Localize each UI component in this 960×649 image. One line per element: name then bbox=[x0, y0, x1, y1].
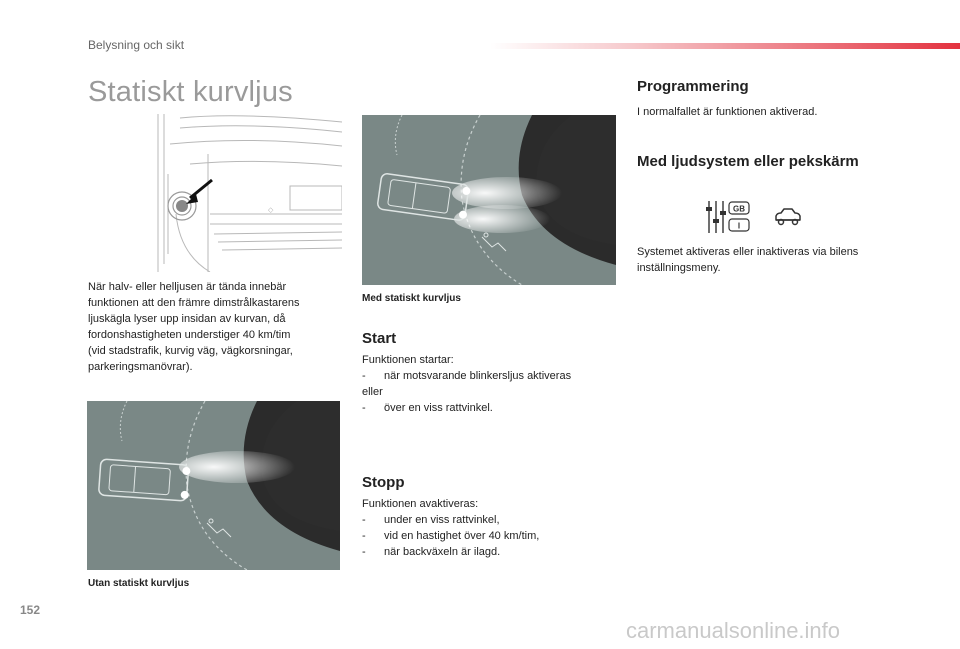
page-number: 152 bbox=[20, 603, 41, 617]
list-item: - över en viss rattvinkel. bbox=[362, 402, 493, 414]
watermark: carmanualsonline.info bbox=[626, 618, 841, 643]
settings-icons bbox=[705, 199, 805, 235]
section-header: Belysning och sikt bbox=[88, 38, 185, 52]
stop-list bbox=[362, 512, 612, 560]
start-list-1 bbox=[362, 368, 612, 384]
caption-without-cornering-light: Utan statiskt kurvljus bbox=[88, 578, 190, 589]
bumper-foglamp-illustration bbox=[150, 114, 342, 272]
svg-text:GB: GB bbox=[733, 204, 745, 214]
programming-heading: Programmering bbox=[637, 78, 749, 95]
illustration-with-cornering-light bbox=[362, 115, 616, 285]
illustration-without-cornering-light bbox=[87, 401, 340, 570]
start-body bbox=[362, 352, 612, 416]
list-item: - vid en hastighet över 40 km/tim, bbox=[362, 530, 540, 542]
intro-paragraph: När halv- eller helljusen är tända innebär funktionen att den främre dimstrålkastarens ljuskägla lyser upp insidan av kurvan, då fordonshastigheten understiger 40 km/tim (vid stadstrafik, kurvig väg, vägkorsningar, parkeringsmanövrar). bbox=[88, 281, 300, 373]
caption-with-cornering-light: Med statiskt kurvljus bbox=[362, 293, 461, 304]
audio-system-text: Systemet aktiveras eller inaktiveras via bilens inställningsmeny. bbox=[637, 246, 859, 274]
page-title: Statiskt kurvljus bbox=[88, 76, 293, 108]
svg-text:I: I bbox=[737, 221, 741, 231]
stop-intro: Funktionen avaktiveras: bbox=[362, 498, 479, 510]
header-accent-bar bbox=[490, 43, 960, 49]
stop-body bbox=[362, 496, 612, 560]
car-settings-icon bbox=[773, 207, 803, 227]
list-item: - när motsvarande blinkersljus aktiveras bbox=[362, 370, 572, 382]
list-item: - under en viss rattvinkel, bbox=[362, 514, 500, 526]
settings-sliders-icon bbox=[705, 199, 751, 235]
svg-text:◇: ◇ bbox=[268, 207, 274, 214]
start-list-2 bbox=[362, 400, 612, 416]
start-heading: Start bbox=[362, 330, 397, 347]
start-separator: eller bbox=[362, 386, 383, 398]
programming-text: I normalfallet är funktionen aktiverad. bbox=[637, 106, 818, 118]
start-intro: Funktionen startar: bbox=[362, 354, 454, 366]
list-item: - när backväxeln är ilagd. bbox=[362, 546, 501, 558]
stop-heading: Stopp bbox=[362, 474, 405, 491]
audio-system-heading: Med ljudsystem eller pekskärm bbox=[637, 153, 859, 170]
